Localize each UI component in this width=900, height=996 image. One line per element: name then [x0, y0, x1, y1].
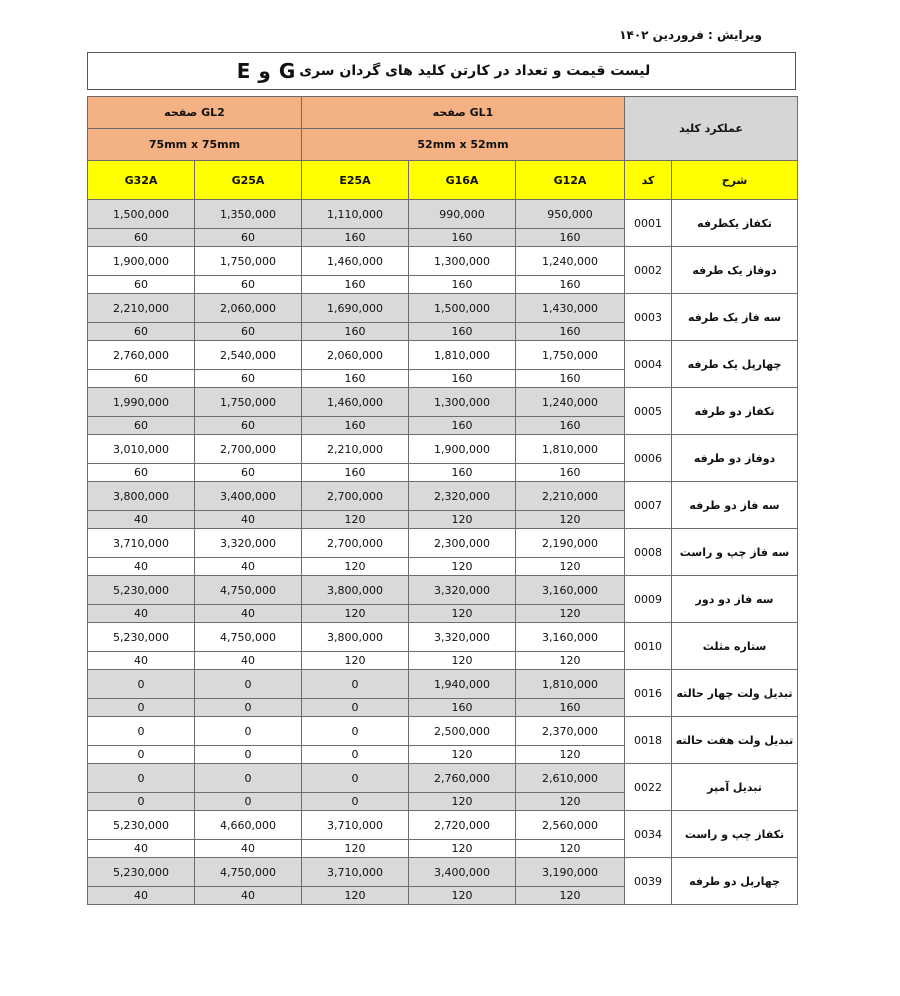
price-cell: 1,900,000 — [409, 435, 516, 464]
table-row — [88, 529, 798, 558]
quantity-cell: 120 — [302, 558, 409, 576]
quantity-cell: 160 — [516, 229, 625, 247]
description-cell: دوفاز یک طرفه — [672, 247, 798, 294]
quantity-cell: 120 — [409, 652, 516, 670]
quantity-cell: 40 — [88, 652, 195, 670]
title-series-g: G — [278, 59, 296, 83]
price-cell: 3,800,000 — [302, 576, 409, 605]
code-cell: 0004 — [625, 341, 672, 388]
price-cell: 4,750,000 — [195, 576, 302, 605]
table-row — [88, 717, 798, 746]
title-series-e: E — [236, 59, 251, 83]
price-cell: 5,230,000 — [88, 858, 195, 887]
quantity-cell: 160 — [302, 323, 409, 341]
table-row — [88, 670, 798, 699]
code-cell: 0022 — [625, 764, 672, 811]
quantity-cell: 0 — [88, 746, 195, 764]
quantity-cell: 120 — [409, 558, 516, 576]
price-cell: 1,810,000 — [409, 341, 516, 370]
price-cell: 0 — [302, 717, 409, 746]
price-cell: 2,060,000 — [302, 341, 409, 370]
quantity-cell: 120 — [516, 558, 625, 576]
price-cell: 3,710,000 — [302, 811, 409, 840]
price-cell: 1,810,000 — [516, 670, 625, 699]
quantity-cell: 120 — [516, 605, 625, 623]
quantity-cell: 160 — [409, 417, 516, 435]
price-cell: 2,210,000 — [302, 435, 409, 464]
quantity-cell: 120 — [302, 511, 409, 529]
price-cell: 1,750,000 — [195, 247, 302, 276]
table-row — [88, 576, 798, 605]
quantity-cell: 160 — [302, 464, 409, 482]
price-cell: 5,230,000 — [88, 811, 195, 840]
price-cell: 2,060,000 — [195, 294, 302, 323]
description-cell: ستاره مثلث — [672, 623, 798, 670]
quantity-cell: 0 — [302, 746, 409, 764]
table-row — [88, 858, 798, 887]
price-cell: 2,320,000 — [409, 482, 516, 511]
code-cell: 0010 — [625, 623, 672, 670]
price-cell: 3,710,000 — [88, 529, 195, 558]
price-cell: 1,750,000 — [195, 388, 302, 417]
price-cell: 5,230,000 — [88, 623, 195, 652]
table-row — [88, 200, 798, 229]
quantity-cell: 40 — [195, 887, 302, 905]
price-cell: 1,900,000 — [88, 247, 195, 276]
quantity-cell: 120 — [516, 511, 625, 529]
quantity-cell: 160 — [516, 276, 625, 294]
quantity-cell: 60 — [88, 370, 195, 388]
quantity-cell: 120 — [409, 887, 516, 905]
price-cell: 3,320,000 — [409, 576, 516, 605]
price-cell: 2,720,000 — [409, 811, 516, 840]
code-cell: 0009 — [625, 576, 672, 623]
quantity-cell: 40 — [195, 605, 302, 623]
quantity-cell: 60 — [195, 276, 302, 294]
description-cell: دوفاز دو طرفه — [672, 435, 798, 482]
quantity-cell: 120 — [516, 746, 625, 764]
function-header: عملکرد کلید — [625, 97, 798, 161]
price-cell: 0 — [88, 670, 195, 699]
price-cell: 1,110,000 — [302, 200, 409, 229]
code-cell: 0008 — [625, 529, 672, 576]
table-row — [88, 482, 798, 511]
price-cell: 4,750,000 — [195, 623, 302, 652]
price-table — [87, 96, 798, 905]
price-cell: 2,500,000 — [409, 717, 516, 746]
quantity-cell: 120 — [302, 652, 409, 670]
quantity-cell: 60 — [88, 276, 195, 294]
price-cell: 0 — [195, 717, 302, 746]
description-cell: سه فاز یک طرفه — [672, 294, 798, 341]
quantity-cell: 40 — [195, 840, 302, 858]
quantity-cell: 120 — [302, 840, 409, 858]
quantity-cell: 0 — [302, 699, 409, 717]
price-cell: 3,160,000 — [516, 623, 625, 652]
price-cell: 1,810,000 — [516, 435, 625, 464]
price-cell: 1,500,000 — [88, 200, 195, 229]
price-cell: 1,940,000 — [409, 670, 516, 699]
table-row — [88, 294, 798, 323]
code-cell: 0034 — [625, 811, 672, 858]
title-conjunction: و — [258, 59, 271, 83]
quantity-cell: 120 — [409, 793, 516, 811]
quantity-cell: 40 — [88, 887, 195, 905]
quantity-cell: 0 — [195, 699, 302, 717]
description-cell: سه فاز دو طرفه — [672, 482, 798, 529]
quantity-cell: 60 — [195, 323, 302, 341]
price-cell: 2,760,000 — [88, 341, 195, 370]
table-row — [88, 435, 798, 464]
price-cell: 950,000 — [516, 200, 625, 229]
quantity-cell: 120 — [409, 746, 516, 764]
price-cell: 3,800,000 — [88, 482, 195, 511]
price-cell: 1,690,000 — [302, 294, 409, 323]
quantity-cell: 60 — [195, 417, 302, 435]
quantity-cell: 40 — [195, 511, 302, 529]
price-cell: 2,700,000 — [302, 529, 409, 558]
quantity-cell: 40 — [195, 558, 302, 576]
price-cell: 2,540,000 — [195, 341, 302, 370]
price-cell: 2,370,000 — [516, 717, 625, 746]
table-row — [88, 811, 798, 840]
description-cell: تکفاز دو طرفه — [672, 388, 798, 435]
quantity-cell: 0 — [302, 793, 409, 811]
table-row — [88, 623, 798, 652]
price-cell: 3,400,000 — [409, 858, 516, 887]
price-cell: 1,300,000 — [409, 247, 516, 276]
quantity-cell: 40 — [88, 511, 195, 529]
price-cell: 3,800,000 — [302, 623, 409, 652]
price-cell: 2,700,000 — [195, 435, 302, 464]
quantity-cell: 0 — [195, 793, 302, 811]
table-row — [88, 388, 798, 417]
title-text: لیست قیمت و تعداد در کارتن کلید های گردان سری — [299, 63, 651, 79]
quantity-cell: 160 — [516, 464, 625, 482]
description-cell: تبدیل آمپر — [672, 764, 798, 811]
quantity-cell: 160 — [409, 699, 516, 717]
quantity-cell: 60 — [88, 464, 195, 482]
price-cell: 1,500,000 — [409, 294, 516, 323]
quantity-cell: 160 — [302, 276, 409, 294]
quantity-cell: 60 — [195, 370, 302, 388]
quantity-cell: 120 — [516, 840, 625, 858]
price-cell: 3,190,000 — [516, 858, 625, 887]
quantity-cell: 120 — [302, 605, 409, 623]
description-cell: چهارپل یک طرفه — [672, 341, 798, 388]
quantity-cell: 120 — [409, 605, 516, 623]
price-cell: 2,210,000 — [88, 294, 195, 323]
quantity-cell: 120 — [516, 793, 625, 811]
quantity-cell: 40 — [88, 840, 195, 858]
price-cell: 3,320,000 — [195, 529, 302, 558]
price-cell: 2,190,000 — [516, 529, 625, 558]
quantity-cell: 160 — [302, 370, 409, 388]
price-cell: 2,700,000 — [302, 482, 409, 511]
price-cell: 2,760,000 — [409, 764, 516, 793]
gl2-size-header: 75mm x 75mm — [88, 129, 302, 161]
description-cell: تبدیل ولت هفت حالته — [672, 717, 798, 764]
price-cell: 5,230,000 — [88, 576, 195, 605]
price-cell: 4,660,000 — [195, 811, 302, 840]
price-cell: 1,460,000 — [302, 247, 409, 276]
quantity-cell: 120 — [516, 887, 625, 905]
description-cell: چهارپل دو طرفه — [672, 858, 798, 905]
quantity-cell: 120 — [409, 840, 516, 858]
price-cell: 2,560,000 — [516, 811, 625, 840]
column-header-g32a: G32A — [88, 161, 195, 200]
quantity-cell: 160 — [516, 699, 625, 717]
description-cell: سه فاز دو دور — [672, 576, 798, 623]
quantity-cell: 0 — [88, 699, 195, 717]
price-cell: 3,010,000 — [88, 435, 195, 464]
price-cell: 1,300,000 — [409, 388, 516, 417]
column-header-desc: شرح — [672, 161, 798, 200]
code-cell: 0005 — [625, 388, 672, 435]
quantity-cell: 40 — [195, 652, 302, 670]
price-cell: 2,210,000 — [516, 482, 625, 511]
code-cell: 0006 — [625, 435, 672, 482]
column-header-g25a: G25A — [195, 161, 302, 200]
code-cell: 0002 — [625, 247, 672, 294]
price-cell: 4,750,000 — [195, 858, 302, 887]
price-cell: 1,750,000 — [516, 341, 625, 370]
quantity-cell: 160 — [409, 229, 516, 247]
gl2-page-header: صفحه GL2 — [88, 97, 302, 129]
quantity-cell: 60 — [195, 229, 302, 247]
gl1-page-header: صفحه GL1 — [302, 97, 625, 129]
column-header-g16a: G16A — [409, 161, 516, 200]
quantity-cell: 60 — [195, 464, 302, 482]
price-cell: 1,240,000 — [516, 388, 625, 417]
price-cell: 3,710,000 — [302, 858, 409, 887]
gl1-size-header: 52mm x 52mm — [302, 129, 625, 161]
code-cell: 0016 — [625, 670, 672, 717]
quantity-cell: 120 — [302, 887, 409, 905]
quantity-cell: 160 — [302, 417, 409, 435]
quantity-cell: 120 — [409, 511, 516, 529]
price-cell: 0 — [88, 717, 195, 746]
price-cell: 2,610,000 — [516, 764, 625, 793]
price-cell: 2,300,000 — [409, 529, 516, 558]
price-cell: 1,350,000 — [195, 200, 302, 229]
price-cell: 0 — [302, 670, 409, 699]
table-row — [88, 764, 798, 793]
code-cell: 0039 — [625, 858, 672, 905]
price-cell: 0 — [195, 670, 302, 699]
price-cell: 3,400,000 — [195, 482, 302, 511]
quantity-cell: 40 — [88, 558, 195, 576]
edition-label: ویرایش : فروردین ۱۴۰۲ — [619, 28, 762, 42]
column-header-g12a: G12A — [516, 161, 625, 200]
price-cell: 1,240,000 — [516, 247, 625, 276]
table-row — [88, 341, 798, 370]
code-cell: 0007 — [625, 482, 672, 529]
code-cell: 0003 — [625, 294, 672, 341]
column-header-e25a: E25A — [302, 161, 409, 200]
quantity-cell: 60 — [88, 229, 195, 247]
code-cell: 0018 — [625, 717, 672, 764]
description-cell: تبدیل ولت چهار حالته — [672, 670, 798, 717]
description-cell: سه فاز چپ و راست — [672, 529, 798, 576]
table-row — [88, 247, 798, 276]
quantity-cell: 0 — [88, 793, 195, 811]
quantity-cell: 40 — [88, 605, 195, 623]
price-cell: 1,460,000 — [302, 388, 409, 417]
description-cell: تکفاز چپ و راست — [672, 811, 798, 858]
quantity-cell: 60 — [88, 323, 195, 341]
price-cell: 990,000 — [409, 200, 516, 229]
price-cell: 0 — [302, 764, 409, 793]
quantity-cell: 160 — [409, 370, 516, 388]
description-cell: تکفاز یکطرفه — [672, 200, 798, 247]
page-title — [87, 52, 796, 90]
price-cell: 1,430,000 — [516, 294, 625, 323]
quantity-cell: 120 — [516, 652, 625, 670]
price-cell: 0 — [88, 764, 195, 793]
quantity-cell: 60 — [88, 417, 195, 435]
quantity-cell: 160 — [516, 417, 625, 435]
quantity-cell: 160 — [516, 323, 625, 341]
price-cell: 3,320,000 — [409, 623, 516, 652]
quantity-cell: 160 — [409, 464, 516, 482]
column-header-code: کد — [625, 161, 672, 200]
price-cell: 1,990,000 — [88, 388, 195, 417]
quantity-cell: 160 — [302, 229, 409, 247]
quantity-cell: 160 — [409, 276, 516, 294]
quantity-cell: 160 — [516, 370, 625, 388]
code-cell: 0001 — [625, 200, 672, 247]
price-cell: 3,160,000 — [516, 576, 625, 605]
quantity-cell: 160 — [409, 323, 516, 341]
price-cell: 0 — [195, 764, 302, 793]
quantity-cell: 0 — [195, 746, 302, 764]
